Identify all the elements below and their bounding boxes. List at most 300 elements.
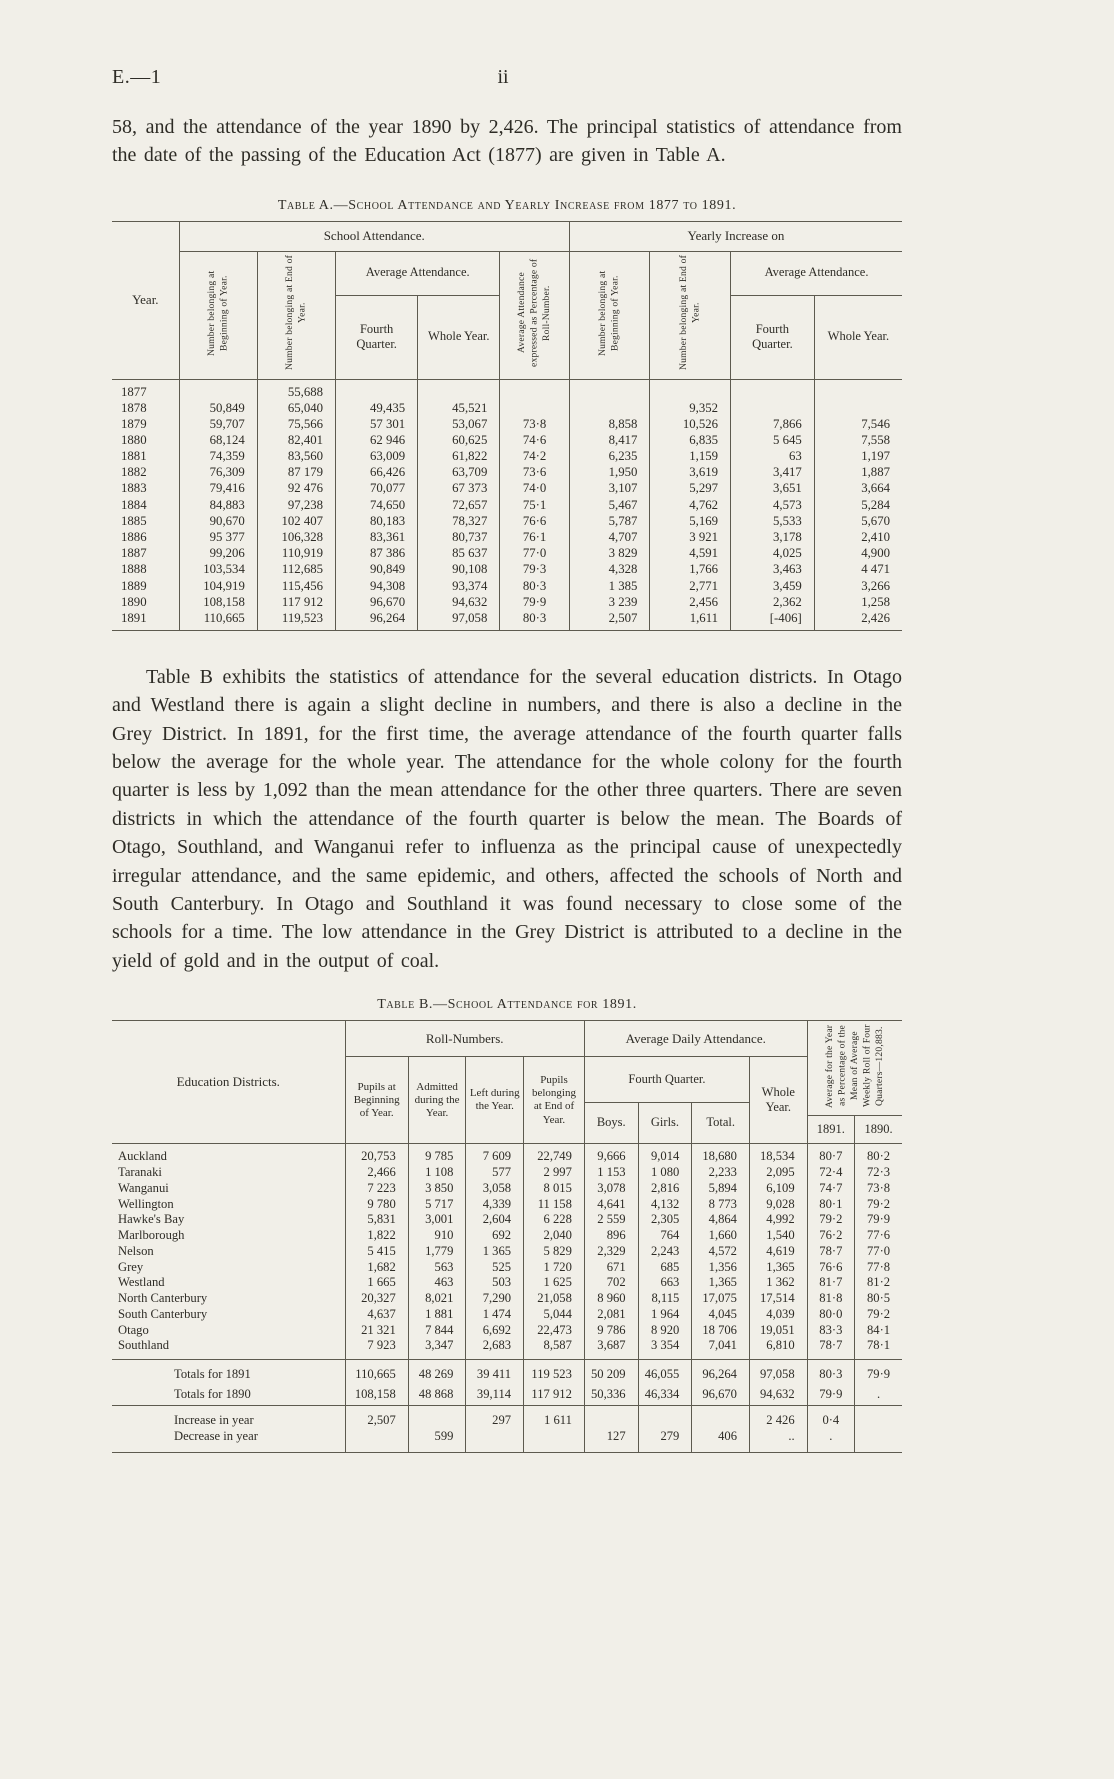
table-cell: 5,044 [524,1307,585,1323]
table-cell: 599 [408,1429,466,1453]
table-row [112,530,902,546]
table-a-title: Table A.—School Attendance and Yearly Increase from 1877 to 1891. [277,197,737,213]
table-cell: 77·0 [500,546,570,562]
table-cell: 1,779 [408,1244,466,1260]
table-cell: 61,822 [418,449,500,465]
table-row [112,1180,902,1196]
table-row [112,1259,902,1275]
table-cell: 5,670 [814,513,902,529]
table-cell: 46,055 [638,1360,692,1383]
table-cell: 1,766 [650,562,731,578]
table-row [112,1406,902,1429]
table-cell: Hawke's Bay [118,1212,185,1227]
table-cell [524,1429,585,1453]
table-cell: 8,858 [569,416,650,432]
col-header-boys: Boys. [584,1102,638,1144]
table-cell: 79·2 [855,1307,902,1323]
body-paragraph: Table B exhibits the statistics of attendance for the several education districts. In Otago and Westland there is again a slight decline in numbers, and there is also a decline in the Grey District. In 1891, for the first time, the average attendance of the fourth quarter falls below the average for the whole year. The attendance for the whole colony for the fourth quarter is less by 1,092 than the mean attendance for the other three quarters. There are seven districts in which the attendance of the fourth quarter is below the mean. The Boards of Otago, Southland, and Wanganui refer to influenza as the principal cause of unexpectedly irregular attendance, and the same epidemic, and others, affected the schools of North and South Canterbury. In Otago and Southland it was found necessary to close some of the schools for a time. The low attendance in the Grey District is attributed to a decline in the yield of gold and in the output of coal. [112,665,902,972]
col-header-year: Year. [112,221,179,379]
table-cell: 7,546 [814,416,902,432]
table-cell: 1 625 [524,1275,585,1291]
table-cell: 6,235 [569,449,650,465]
table-cell: [-406] [731,611,815,631]
table-cell: 6,109 [749,1180,807,1196]
col-header-education-districts: Education Districts. [112,1021,345,1144]
table-cell: 7 223 [345,1180,408,1196]
table-cell: 3 239 [569,594,650,610]
table-cell: Totals for 1890 [174,1386,251,1401]
table-cell: 8,115 [638,1291,692,1307]
table-cell [569,400,650,416]
table-cell: 45,521 [418,400,500,416]
table-cell: 5,467 [569,497,650,513]
table-cell: 2,771 [650,578,731,594]
table-cell: 77·6 [855,1228,902,1244]
table-cell: 6,835 [650,433,731,449]
table-cell: 74,650 [336,497,418,513]
table-cell: 1,365 [749,1259,807,1275]
table-cell: 4,572 [692,1244,750,1260]
table-cell: 663 [638,1275,692,1291]
table-cell: 78·7 [807,1338,854,1360]
table-cell: Marlborough [118,1228,185,1243]
table-cell: 1 720 [524,1259,585,1275]
table-cell: 50 209 [584,1360,638,1383]
table-cell: 7 844 [408,1323,466,1339]
table-cell: 1882 [121,465,147,480]
table-cell: 83·3 [807,1323,854,1339]
table-cell: North Canterbury [118,1291,208,1306]
col-header-percentage-note: Average for the Year as Percentage of the Mean of Average Weekly Roll of Four Quarters—120,883. [823,1024,885,1108]
table-cell [584,1406,638,1429]
table-row [112,433,902,449]
table-cell: 1 964 [638,1307,692,1323]
table-cell: 39,114 [466,1383,524,1406]
table-cell: 5 829 [524,1244,585,1260]
table-cell: 10,526 [650,416,731,432]
table-cell: 1 474 [466,1307,524,1323]
table-cell: 4,864 [692,1212,750,1228]
table-cell: 1884 [121,497,147,512]
table-cell: 76·6 [807,1259,854,1275]
table-cell: 671 [584,1259,638,1275]
table-cell: 90,849 [336,562,418,578]
table-cell: 8,021 [408,1291,466,1307]
table-cell: 2 426 [749,1406,807,1429]
table-cell: 95 377 [179,530,257,546]
table-row [112,1212,902,1228]
table-row [112,465,902,481]
table-cell: 63,709 [418,465,500,481]
table-cell: 563 [408,1259,466,1275]
table-cell [855,1406,902,1429]
table-cell: 6,810 [749,1338,807,1360]
table-cell: 577 [466,1165,524,1181]
table-row [112,497,902,513]
table-cell: 3,266 [814,578,902,594]
table-cell: 127 [584,1429,638,1453]
table-cell: . [855,1383,902,1406]
table-cell: 4,025 [731,546,815,562]
table-cell: 3 354 [638,1338,692,1360]
table-cell: 5 717 [408,1196,466,1212]
table-cell: 7,866 [731,416,815,432]
table-cell: 11 158 [524,1196,585,1212]
table-cell: 66,426 [336,465,418,481]
table-cell: 4,900 [814,546,902,562]
table-cell: 4,339 [466,1196,524,1212]
table-cell [500,400,570,416]
table-cell: 85 637 [418,546,500,562]
table-cell: 62 946 [336,433,418,449]
table-cell: 2,426 [814,611,902,631]
table-cell: 279 [638,1429,692,1453]
table-cell: 74·6 [500,433,570,449]
table-cell: 3,664 [814,481,902,497]
table-cell: 78·1 [855,1338,902,1360]
table-cell: 74·2 [500,449,570,465]
table-row [112,1291,902,1307]
table-cell [336,379,418,400]
table-cell: 80·2 [855,1144,902,1165]
table-cell: 79·9 [807,1383,854,1406]
table-cell: 1,540 [749,1228,807,1244]
table-cell: 5 415 [345,1244,408,1260]
table-cell: 6 228 [524,1212,585,1228]
col-header-left: Left during the Year. [466,1057,524,1144]
col-header-number-end: Number belonging at End of Year. [283,255,308,371]
table-cell: 2 559 [584,1212,638,1228]
col-header-1891: 1891. [807,1116,854,1144]
table-cell: 67 373 [418,481,500,497]
group-header-increase-average-attendance: Average Attendance. [731,251,902,295]
table-cell: 702 [584,1275,638,1291]
table-cell: 73·8 [855,1180,902,1196]
table-a-group-row [112,221,902,251]
table-cell: 9 785 [408,1144,466,1165]
table-cell: 1,356 [692,1259,750,1275]
table-row [112,1228,902,1244]
table-cell: 48 269 [408,1360,466,1383]
table-cell: 72,657 [418,497,500,513]
table-cell [814,400,902,416]
table-cell: 2,081 [584,1307,638,1323]
table-cell: 80,183 [336,513,418,529]
table-cell: 5,533 [731,513,815,529]
table-cell: 3,078 [584,1180,638,1196]
table-cell: 8,587 [524,1338,585,1360]
table-cell: 4,762 [650,497,731,513]
table-cell: 2,507 [345,1406,408,1429]
table-cell: 7,041 [692,1338,750,1360]
table-cell: 84·1 [855,1323,902,1339]
table-cell: 108,158 [179,594,257,610]
table-cell: 7,290 [466,1291,524,1307]
col-header-increase-fourth-quarter: Fourth Quarter. [731,295,815,379]
col-header-admitted: Admitted during the Year. [408,1057,466,1144]
table-cell: 463 [408,1275,466,1291]
table-cell: Decrease in year [174,1428,258,1443]
col-header-increase-number-end-cell [650,251,731,379]
table-cell: South Canterbury [118,1307,208,1322]
table-cell: 21,058 [524,1291,585,1307]
col-header-girls: Girls. [638,1102,692,1144]
table-cell: 4,045 [692,1307,750,1323]
table-a [112,221,902,631]
table-cell: 84,883 [179,497,257,513]
table-cell: 764 [638,1228,692,1244]
table-row [112,1196,902,1212]
table-row [112,1307,902,1323]
table-cell: 80·3 [500,578,570,594]
table-cell: 9,666 [584,1144,638,1165]
table-cell: 99,206 [179,546,257,562]
table-cell: 78,327 [418,513,500,529]
table-cell: 5,284 [814,497,902,513]
table-cell: 2,095 [749,1165,807,1181]
table-cell: 685 [638,1259,692,1275]
table-cell [692,1406,750,1429]
table-cell [731,379,815,400]
table-cell: 22,473 [524,1323,585,1339]
table-cell: 2,466 [345,1165,408,1181]
col-header-1890: 1890. [855,1116,902,1144]
page-header [112,66,902,89]
table-cell: 1 362 [749,1275,807,1291]
col-header-average-percentage: Average Attendance expressed as Percentage of Roll-Number. [515,258,552,368]
table-cell [466,1429,524,1453]
table-cell: 1880 [121,432,147,447]
table-cell: 80·0 [807,1307,854,1323]
table-cell: 63 [731,449,815,465]
table-cell: 94,308 [336,578,418,594]
table-cell: 1888 [121,562,147,577]
table-cell: 692 [466,1228,524,1244]
table-cell: 77·0 [855,1244,902,1260]
table-cell: 48 868 [408,1383,466,1406]
table-row [112,1429,902,1453]
table-cell: 76·6 [500,513,570,529]
table-cell [638,1406,692,1429]
table-row [112,400,902,416]
table-cell: 1,660 [692,1228,750,1244]
table-cell [855,1429,902,1453]
table-b-districts-body [112,1144,902,1360]
table-cell: 1 611 [524,1406,585,1429]
col-header-increase-number-end: Number belonging at End of Year. [677,255,702,371]
table-cell: 20,753 [345,1144,408,1165]
table-cell: Increase in year [112,1406,345,1429]
table-cell: 81·8 [807,1291,854,1307]
table-b-changes-body [112,1406,902,1452]
table-cell: 1 881 [408,1307,466,1323]
table-cell: 9,352 [650,400,731,416]
col-header-whole-year: Whole Year. [749,1057,807,1144]
table-cell: 79·3 [500,562,570,578]
table-cell: 2,233 [692,1165,750,1181]
table-cell [500,379,570,400]
table-cell: 115,456 [257,578,335,594]
table-cell: 20,327 [345,1291,408,1307]
table-cell: 110,919 [257,546,335,562]
table-cell: 80·3 [500,611,570,631]
table-cell: 17,514 [749,1291,807,1307]
table-cell: 87 179 [257,465,335,481]
table-row [112,562,902,578]
table-cell: Grey [118,1259,144,1274]
table-cell: 3,619 [650,465,731,481]
table-cell: 81·2 [855,1275,902,1291]
table-cell: 17,075 [692,1291,750,1307]
table-cell: 5,787 [569,513,650,529]
table-cell: 2,410 [814,530,902,546]
table-cell: 1 365 [466,1244,524,1260]
table-cell: 1,611 [650,611,731,631]
table-cell: 8,417 [569,433,650,449]
table-cell: 3,459 [731,578,815,594]
table-cell: 18,680 [692,1144,750,1165]
group-header-roll-numbers: Roll-Numbers. [345,1021,584,1057]
table-cell: 73·8 [500,416,570,432]
table-cell: 2,456 [650,594,731,610]
col-header-percentage-note-cell [807,1021,902,1116]
table-row [112,1383,902,1406]
table-cell: 79·9 [855,1360,902,1383]
table-cell: 76,309 [179,465,257,481]
table-cell: 896 [584,1228,638,1244]
table-cell: 297 [466,1406,524,1429]
group-header-yearly-increase-on: Yearly Increase on [569,221,902,251]
col-header-whole-year: Whole Year. [418,295,500,379]
table-cell: 97,238 [257,497,335,513]
table-cell: 1 385 [569,578,650,594]
table-cell: 68,124 [179,433,257,449]
table-cell: 1,682 [345,1259,408,1275]
table-cell: 5,831 [345,1212,408,1228]
table-cell: 1 665 [345,1275,408,1291]
doc-reference: E.—1 [112,66,162,88]
group-header-fourth-quarter: Fourth Quarter. [584,1057,749,1103]
table-a-body [112,379,902,630]
table-cell: 5,894 [692,1180,750,1196]
intro-paragraph: 58, and the attendance of the year 1890 by 2,426. The principal statistics of attendance from the date of the passing of the Education Act (1877) are given in Table A. [112,116,902,167]
table-cell: 90,670 [179,513,257,529]
table-cell: 1877 [121,384,147,399]
table-cell: 76·1 [500,530,570,546]
table-cell: 94,632 [749,1383,807,1406]
table-cell: 3,107 [569,481,650,497]
table-cell: 46,334 [638,1383,692,1406]
table-cell: 9 780 [345,1196,408,1212]
table-cell: 59,707 [179,416,257,432]
table-cell: 79,416 [179,481,257,497]
table-cell [345,1429,408,1453]
table-cell: 83,560 [257,449,335,465]
table-cell: 1883 [121,481,147,496]
group-header-school-attendance: School Attendance. [179,221,569,251]
table-cell: 96,264 [692,1360,750,1383]
table-cell: 83,361 [336,530,418,546]
table-cell: 1890 [121,594,147,609]
table-b-group-row [112,1021,902,1057]
table-cell: 7 923 [345,1338,408,1360]
table-cell: 55,688 [257,379,335,400]
table-cell: 96,264 [336,611,418,631]
table-cell: 53,067 [418,416,500,432]
table-cell: 19,051 [749,1323,807,1339]
table-cell: 75·1 [500,497,570,513]
page-number: ii [497,66,509,88]
table-cell: Nelson [118,1243,154,1258]
table-cell: 2,507 [569,611,650,631]
table-cell [814,379,902,400]
col-header-increase-number-beginning: Number belonging at Beginning of Year. [597,270,621,356]
table-row [112,416,902,432]
table-cell: 1 080 [638,1165,692,1181]
table-cell: 1,258 [814,594,902,610]
table-cell: 110,665 [345,1360,408,1383]
table-cell: 65,040 [257,400,335,416]
col-header-pupils-end: Pupils belonging at End of Year. [524,1057,585,1144]
table-cell: 2,816 [638,1180,692,1196]
table-cell: 18,534 [749,1144,807,1165]
table-cell: 6,692 [466,1323,524,1339]
table-cell: 50,849 [179,400,257,416]
table-cell: 70,077 [336,481,418,497]
col-header-fourth-quarter: Fourth Quarter. [336,295,418,379]
table-cell: 119 523 [524,1360,585,1383]
table-cell: 8 960 [584,1291,638,1307]
table-cell [731,400,815,416]
table-cell: 1886 [121,530,147,545]
table-cell: 75,566 [257,416,335,432]
table-row [112,1275,902,1291]
table-cell: 1887 [121,546,147,561]
table-cell: 3,058 [466,1180,524,1196]
table-cell: 910 [408,1228,466,1244]
table-b [112,1020,902,1452]
table-cell: Wellington [118,1196,174,1211]
table-cell: 1,887 [814,465,902,481]
table-cell: 5 645 [731,433,815,449]
table-row [112,481,902,497]
table-cell: Totals for 1891 [112,1360,345,1383]
table-cell: 2,305 [638,1212,692,1228]
group-header-average-attendance: Average Attendance. [336,251,500,295]
table-row [112,449,902,465]
table-cell: 4,328 [569,562,650,578]
table-cell: Westland [118,1275,165,1290]
table-row [112,1165,902,1181]
table-cell: 3,651 [731,481,815,497]
col-header-total: Total. [692,1102,750,1144]
col-header-number-beginning-cell [179,251,257,379]
table-cell: 18 706 [692,1323,750,1339]
table-cell: 103,534 [179,562,257,578]
table-row [112,1323,902,1339]
table-cell: Taranaki [118,1164,162,1179]
table-cell: 3 829 [569,546,650,562]
table-cell: 104,919 [179,578,257,594]
table-cell: 7 609 [466,1144,524,1165]
table-row [112,379,902,400]
table-a-subheader-row [112,251,902,295]
col-header-average-percentage-cell [500,251,570,379]
col-header-pupils-beginning: Pupils at Beginning of Year. [345,1057,408,1144]
table-cell: 3 850 [408,1180,466,1196]
table-cell: 3,463 [731,562,815,578]
table-cell: 74·0 [500,481,570,497]
